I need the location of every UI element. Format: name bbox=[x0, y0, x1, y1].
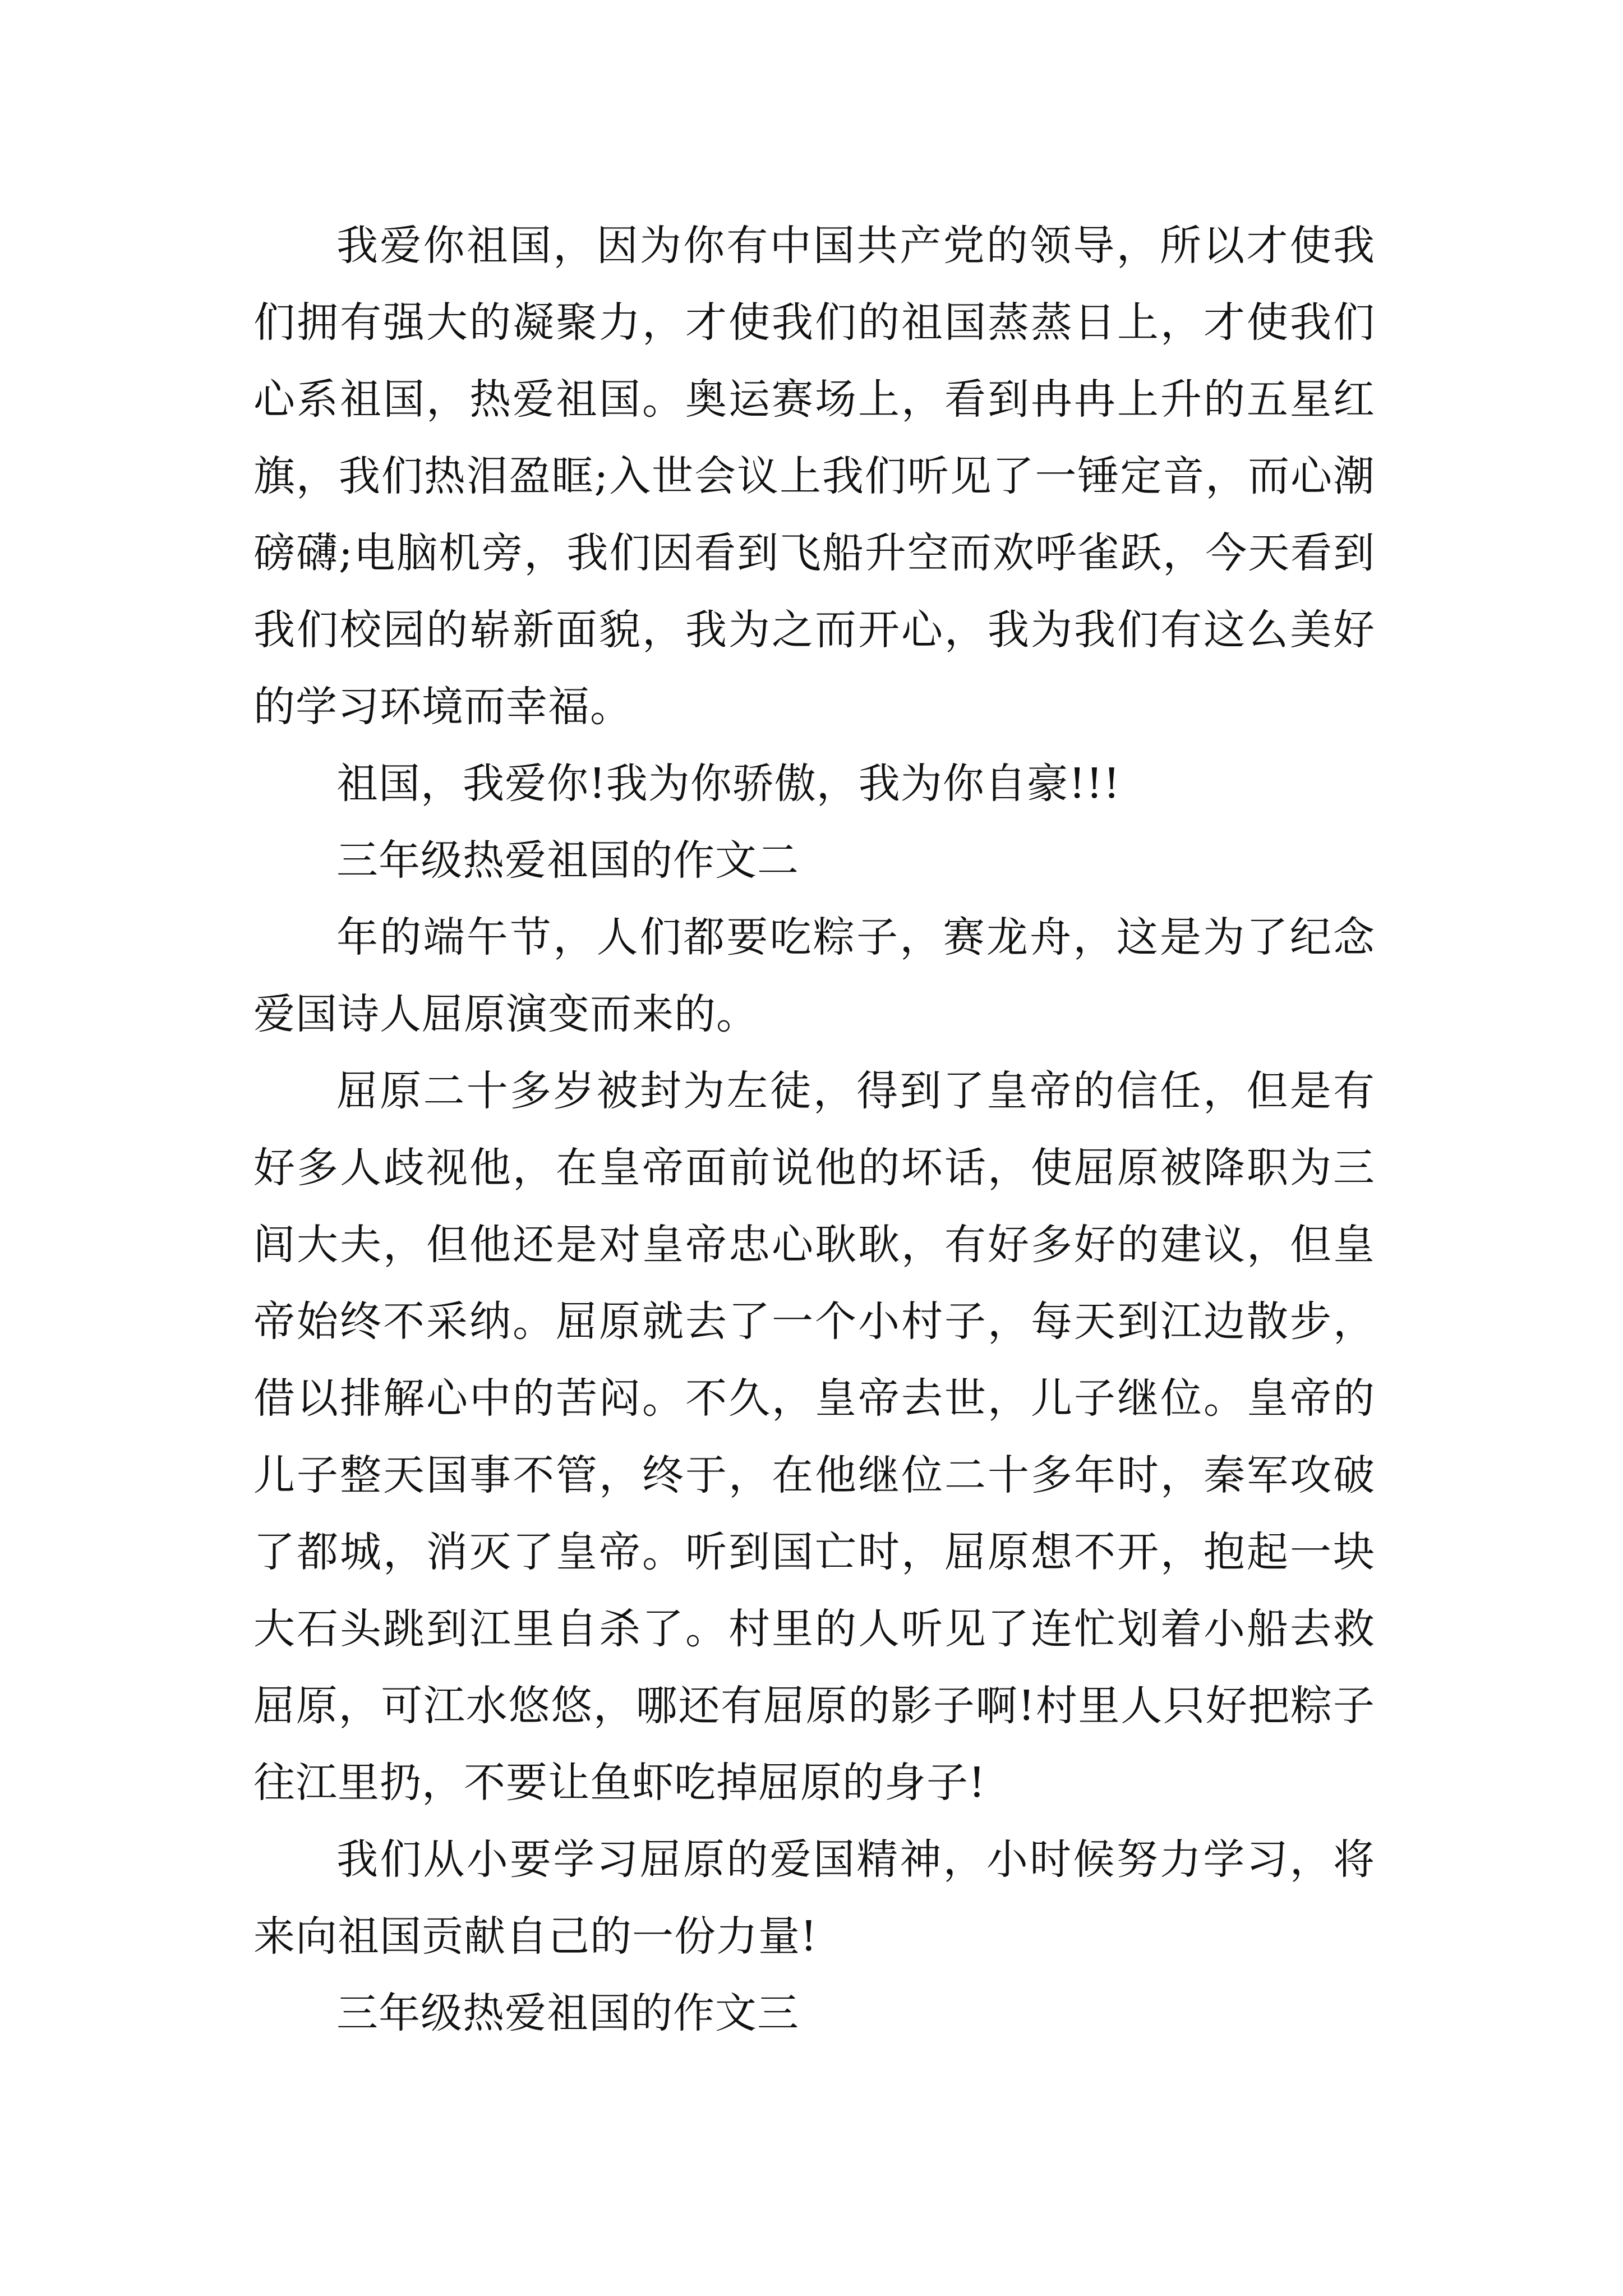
paragraph-patriotism: 我爱你祖国，因为你有中国共产党的领导，所以才使我们拥有强大的凝聚力，才使我们的祖国蒸蒸日上，才使我们心系祖国，热爱祖国。奥运赛场上，看到冉冉上升的五星红旗，我们热泪盈眶;入世会议上我们听见了一锤定音，而心潮磅礴;电脑机旁，我们因看到飞船升空而欢呼雀跃，今天看到我们校园的崭新面貌，我为之而开心，我为我们有这么美好的学习环境而幸福。 bbox=[253, 222, 1375, 731]
essay-heading-three: 三年级热爱祖国的作文三 bbox=[336, 1989, 799, 2037]
paragraph-love-motherland: 祖国，我爱你!我为你骄傲，我为你自豪!!! bbox=[336, 760, 1121, 808]
essay-heading-two: 三年级热爱祖国的作文二 bbox=[336, 836, 799, 885]
paragraph-dragon-boat: 年的端午节，人们都要吃粽子，赛龙舟，这是为了纪念爱国诗人屈原演变而来的。 bbox=[253, 913, 1375, 1038]
document-body bbox=[253, 208, 1375, 2052]
paragraph-learn-spirit: 我们从小要学习屈原的爱国精神，小时候努力学习，将来向祖国贡献自己的一份力量! bbox=[253, 1835, 1375, 1961]
paragraph-qu-yuan-story: 屈原二十多岁被封为左徒，得到了皇帝的信任，但是有好多人歧视他，在皇帝面前说他的坏话，使屈原被降职为三闾大夫，但他还是对皇帝忠心耿耿，有好多好的建议，但皇帝始终不采纳。屈原就去了一个小村子，每天到江边散步，借以排解心中的苦闷。不久，皇帝去世，儿子继位。皇帝的儿子整天国事不管，终于，在他继位二十多年时，秦军攻破了都城，消灭了皇帝。听到国亡时，屈原想不开，抱起一块大石头跳到江里自杀了。村里的人听见了连忙划着小船去救屈原，可江水悠悠，哪还有屈原的影子啊!村里人只好把粽子往江里扔，不要让鱼虾吃掉屈原的身子! bbox=[253, 1067, 1375, 1807]
